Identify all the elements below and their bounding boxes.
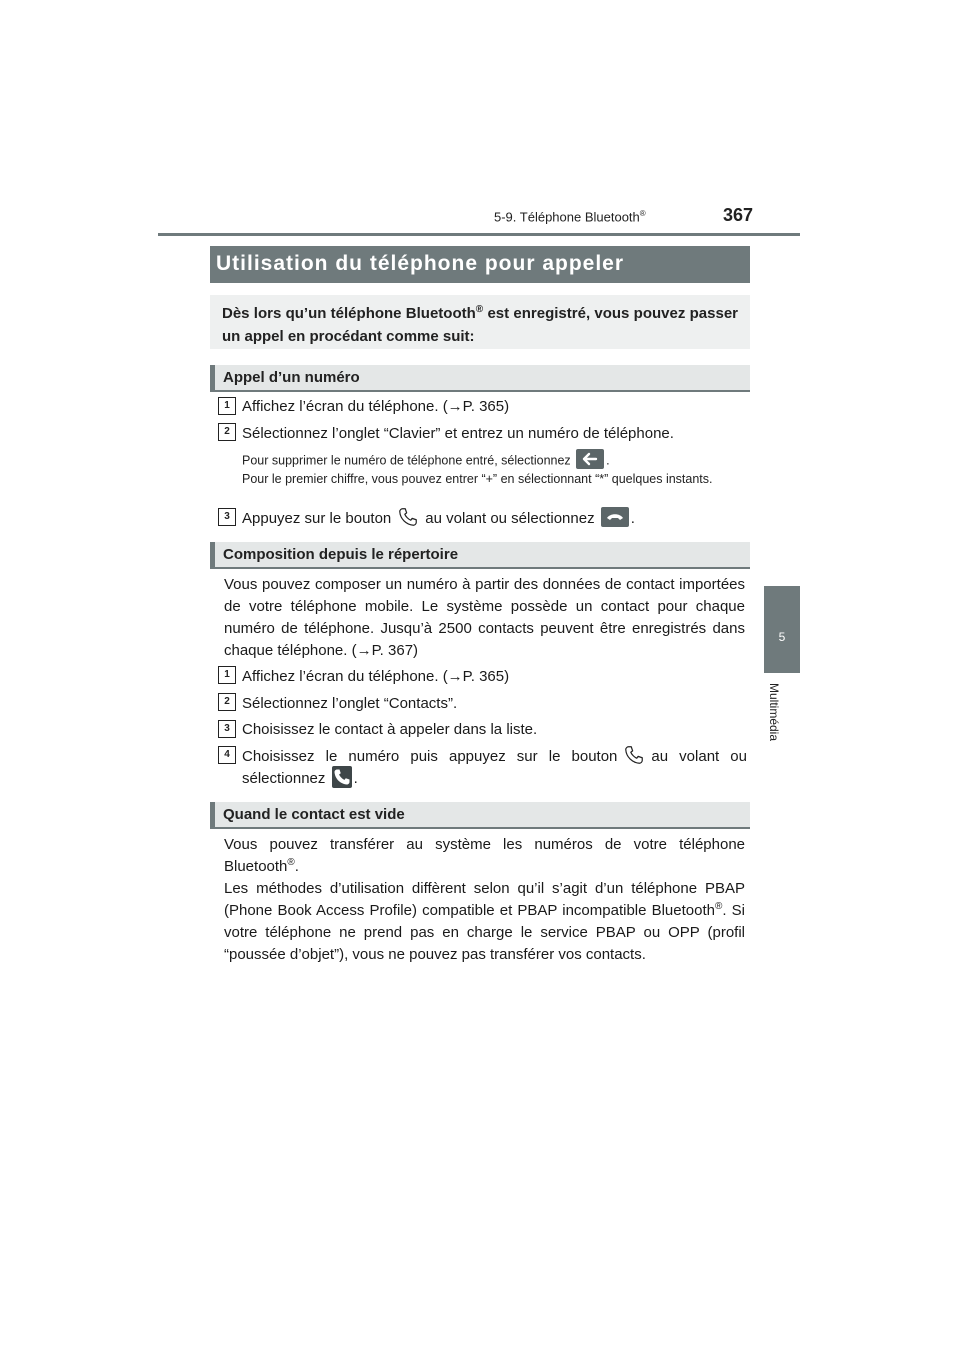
step-text: Sélectionnez l’onglet “Clavier” et entrez un numéro de téléphone. (242, 425, 674, 442)
section-paragraph: Vous pouvez composer un numéro à partir des données de contact importées de votre téléphone mobile. Le système possède un contact pour chaque numéro de téléphone. Jusqu’à 2500 contacts peuvent être enregistrés dans chaque téléphone. (→P. 367) (224, 576, 745, 659)
step-text: Affichez l’écran du téléphone. (→P. 365) (242, 398, 510, 415)
step-text: Appuyez sur le bouton au volant ou sélectionnez . (242, 508, 747, 530)
phone-handset-icon (623, 744, 645, 766)
section-heading-repertoire: Composition depuis le répertoire (210, 542, 750, 569)
intro-box (210, 295, 750, 349)
section-paragraph: Les méthodes d’utilisation diffèrent selon qu’il s’agit d’un téléphone PBAP (Phone Book Access Profile) compatible et PBAP incompatible Bluetooth®. Si votre téléphone ne prend pas en charge le service PBAP ou OPP (profil “poussée d’objet”), vous ne pouvez pas transférer vos contacts. (224, 880, 745, 963)
chapter-tab (764, 586, 800, 673)
call-button-icon (332, 766, 352, 788)
step-text: Choisissez le contact à appeler dans la liste. (242, 721, 538, 738)
step-text: Sélectionnez l’onglet “Contacts”. (242, 695, 458, 712)
section-heading-contact-vide: Quand le contact est vide (210, 802, 750, 829)
section-heading-appel-numero: Appel d’un numéro (210, 365, 750, 392)
step-number: 3 (218, 508, 236, 526)
step-number: 4 (218, 746, 236, 764)
chapter-number: 5 (778, 630, 786, 644)
intro-text: Dès lors qu’un téléphone Bluetooth® est enregistré, vous pouvez passer un appel en procédant comme suit: (222, 304, 738, 345)
call-button-icon (601, 507, 629, 527)
step-number: 3 (218, 720, 236, 738)
chapter-label: Multimédia (767, 683, 781, 742)
step-text: Affichez l’écran du téléphone. (→P. 365) (242, 668, 510, 685)
section-paragraph: Vous pouvez transférer au système les numéros de votre téléphone Bluetooth®. (224, 836, 745, 875)
page-number: 367 (723, 205, 754, 225)
step-number: 1 (218, 666, 236, 684)
step-number: 1 (218, 397, 236, 415)
step-text: Choisissez le numéro puis appuyez sur le bouton au volant ou sélectionnez . (242, 746, 747, 790)
page-title: Utilisation du téléphone pour appeler (210, 246, 750, 283)
step-number: 2 (218, 693, 236, 711)
backspace-icon (576, 449, 604, 469)
step-number: 2 (218, 423, 236, 441)
header-divider (158, 233, 800, 236)
section-reference: 5-9. Téléphone Bluetooth® (494, 209, 646, 225)
step-note: Pour supprimer le numéro de téléphone entré, sélectionnez . Pour le premier chiffre, vous pouvez entrer “+” en sélectionnant “*” quelques instants. (242, 451, 747, 489)
phone-handset-icon (397, 506, 419, 528)
